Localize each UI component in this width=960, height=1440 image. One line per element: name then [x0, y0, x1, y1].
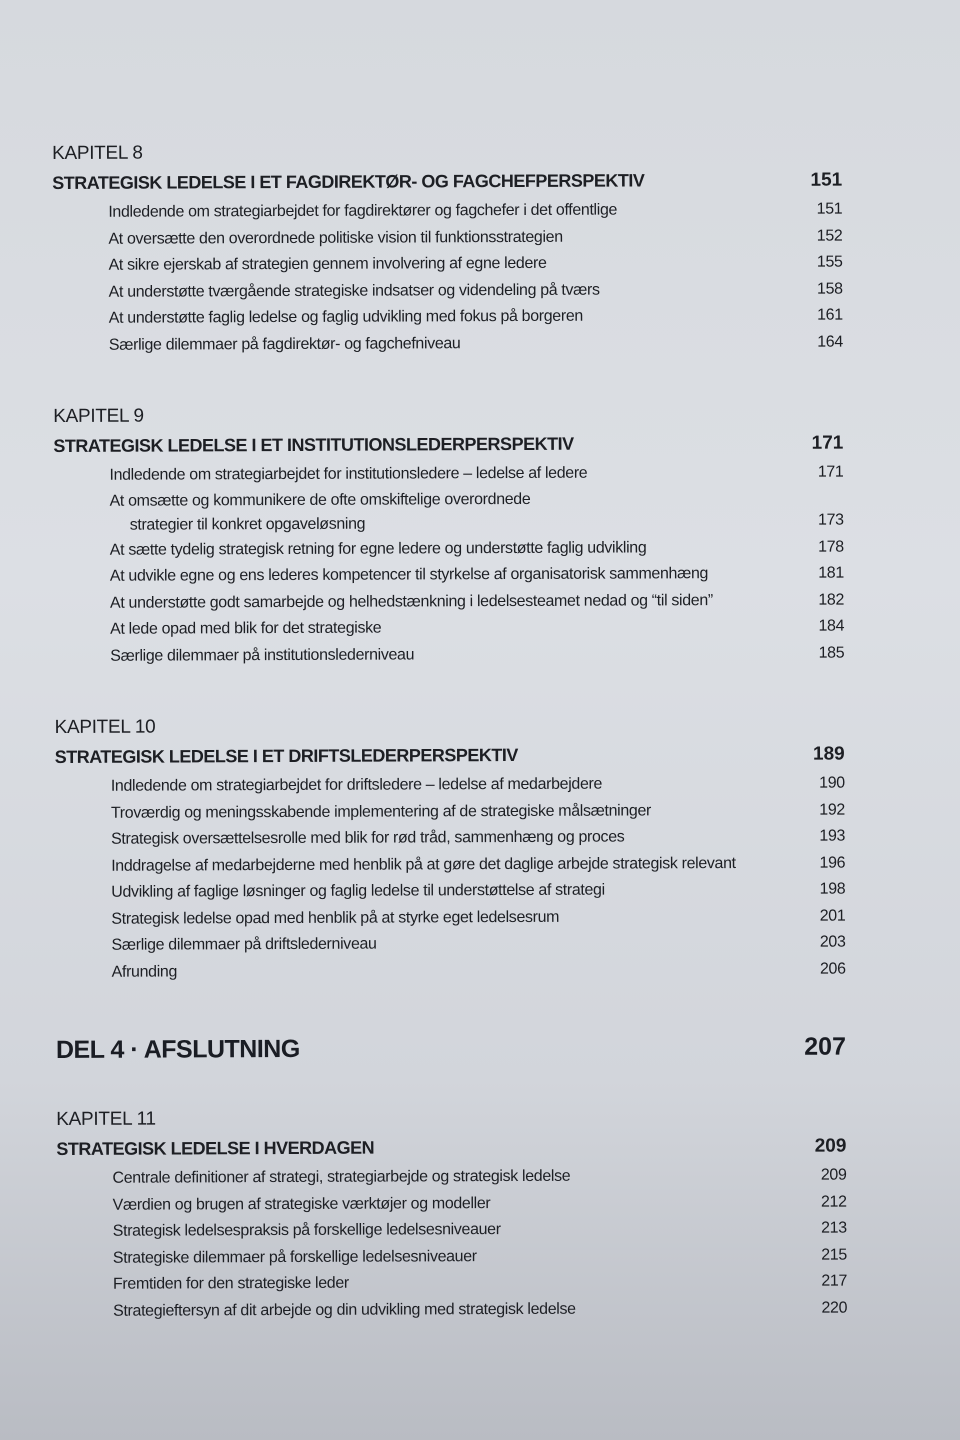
- entry-page: 215: [821, 1246, 847, 1264]
- entry-title: At udvikle egne og ens lederes kompetencer til styrkelse af organisatorisk sammenhæng: [109, 565, 709, 585]
- entry-title: At understøtte tværgående strategiske indsatser og videndeling på tværs: [108, 281, 600, 301]
- chapter-heading: [52, 165, 842, 198]
- entry-title: Indledende om strategiarbejdet for institutionsledere – ledelse af ledere: [109, 464, 588, 484]
- entry-title: Indledende om strategiarbejdet for fagdirektører og fagchefer i det offentlige: [108, 201, 618, 221]
- chapter-number: KAPITEL 9: [53, 405, 144, 427]
- toc-entry: [109, 303, 843, 333]
- chapter-page-number: 209: [814, 1135, 847, 1157]
- entry-page: 220: [821, 1299, 848, 1317]
- chapter-9: [53, 400, 844, 670]
- entry-page: 161: [817, 306, 843, 324]
- chapter-entries: [56, 1163, 847, 1325]
- chapter-heading: [56, 1131, 846, 1164]
- chapter-title: STRATEGISK LEDELSE I ET INSTITUTIONSLEDERPERSPEKTIV: [53, 433, 574, 456]
- entry-page: 152: [816, 227, 843, 245]
- entry-page: 155: [816, 253, 843, 271]
- entry-title: At sætte tydelig strategisk retning for egne ledere og understøtte faglig udvikling: [109, 538, 647, 559]
- entry-page: 196: [819, 854, 846, 872]
- toc-entry: [111, 877, 845, 907]
- part-title: DEL 4 · AFSLUTNING: [55, 1034, 300, 1064]
- entry-title: Særlige dilemmaer på driftslederniveau: [111, 935, 377, 954]
- entry-page: 192: [819, 801, 845, 819]
- toc-entry: [112, 956, 846, 986]
- chapter-entries: [52, 197, 843, 359]
- entry-title: Værdien og brugen af strategiske værktøjer og modeller: [112, 1194, 491, 1214]
- chapter-entries: [53, 460, 844, 670]
- entry-page: 173: [817, 511, 844, 529]
- entry-page: 164: [817, 333, 843, 351]
- chapter-heading: [55, 739, 845, 772]
- entry-page: 193: [819, 827, 846, 845]
- toc-entry: [113, 1242, 847, 1272]
- toc-entry: [110, 587, 844, 617]
- entry-title: Troværdig og meningsskabende implementering af de strategiske målsætninger: [110, 801, 651, 822]
- entry-title: Særlige dilemmaer på institutionslederniveau: [110, 645, 415, 665]
- entry-title: Strategiske dilemmaer på forskellige ledelsesniveauer: [112, 1247, 477, 1267]
- chapter-page-number: 151: [810, 169, 843, 191]
- entry-page: 190: [819, 774, 845, 792]
- entry-title: Fremtiden for den strategiske leder: [112, 1274, 349, 1293]
- toc-entry: [108, 250, 842, 280]
- toc-entry: [113, 1189, 847, 1219]
- entry-page: 151: [816, 200, 843, 218]
- entry-title-line-1: At omsætte og kommunikere de ofte omskiftelige overordnede: [109, 490, 531, 510]
- entry-title-multiline: [110, 486, 770, 537]
- entry-title: Strategieftersyn af dit arbejde og din udvikling med strategisk ledelse: [113, 1300, 576, 1320]
- chapter-title: STRATEGISK LEDELSE I ET DRIFTSLEDERPERSPEKTIV: [54, 744, 518, 767]
- toc-entry: [108, 223, 842, 253]
- toc-entry: [112, 1163, 846, 1193]
- toc-entry: [111, 903, 845, 933]
- entry-title: Strategisk ledelse opad med henblik på at styrke eget ledelsesrum: [111, 908, 560, 928]
- entry-page: 198: [819, 880, 846, 898]
- chapter-number: KAPITEL 8: [52, 142, 143, 164]
- entry-title: Indledende om strategiarbejdet for driftsledere – ledelse af medarbejdere: [110, 775, 603, 795]
- toc-entry: [110, 486, 844, 537]
- entry-page: 185: [818, 644, 845, 662]
- entry-page: 201: [819, 907, 846, 925]
- chapter-number: KAPITEL 11: [56, 1108, 156, 1130]
- entry-title: At understøtte faglig ledelse og faglig udvikling med fokus på borgeren: [108, 307, 583, 327]
- toc-entry: [110, 614, 844, 644]
- entry-title: Afrunding: [111, 962, 178, 981]
- toc-entry: [110, 534, 844, 564]
- entry-title: Strategisk ledelsespraksis på forskellige ledelsesniveauer: [112, 1221, 501, 1240]
- entry-page: 209: [820, 1166, 847, 1184]
- entry-title: At lede opad med blik for det strategiske: [110, 619, 382, 638]
- toc-entry: [111, 797, 845, 827]
- entry-page: 206: [819, 960, 846, 978]
- toc-entry: [109, 460, 843, 490]
- chapter-entries: [55, 771, 846, 986]
- entry-page: 213: [821, 1219, 847, 1237]
- toc-entry: [111, 771, 845, 801]
- entry-title: At understøtte godt samarbejde og helhedstænkning i ledelsesteamet nedad og “til siden”: [109, 591, 713, 612]
- entry-title: Centrale definitioner af strategi, strategiarbejde og strategisk ledelse: [112, 1167, 571, 1187]
- entry-title: At sikre ejerskab af strategien gennem involvering af egne ledere: [108, 254, 547, 274]
- chapter-page-number: 171: [811, 432, 844, 454]
- toc-entry: [109, 276, 843, 306]
- entry-page: 181: [818, 564, 844, 582]
- chapter-11: [56, 1103, 847, 1325]
- entry-title: Strategisk oversættelsesrolle med blik for rød tråd, sammenhæng og proces: [111, 828, 625, 848]
- entry-title: Særlige dilemmaer på fagdirektør- og fagchefniveau: [108, 334, 461, 354]
- toc-entry: [113, 1216, 847, 1246]
- entry-title: Inddragelse af medarbejderne med henblik på at gøre det daglige arbejde strategisk relevant: [111, 854, 736, 875]
- entry-page: 203: [819, 933, 846, 951]
- chapter-heading: [53, 428, 843, 461]
- toc-entry: [113, 1295, 847, 1325]
- entry-page: 184: [818, 617, 845, 635]
- toc-entry: [110, 640, 844, 670]
- table-of-contents: [52, 137, 847, 1325]
- chapter-title: STRATEGISK LEDELSE I HVERDAGEN: [56, 1137, 375, 1159]
- part-page-number: 207: [804, 1032, 847, 1061]
- toc-entry: [111, 930, 845, 960]
- toc-entry: [109, 329, 843, 359]
- toc-entry: [108, 197, 842, 227]
- entry-page: 182: [818, 591, 845, 609]
- chapter-8: [52, 137, 843, 359]
- chapter-title: STRATEGISK LEDELSE I ET FAGDIREKTØR- OG FAGCHEFPERSPEKTIV: [52, 170, 645, 193]
- chapter-10: [55, 711, 846, 986]
- toc-entry: [113, 1269, 847, 1299]
- entry-page: 178: [818, 538, 844, 556]
- part-heading: [56, 1027, 846, 1070]
- entry-page: 217: [821, 1272, 848, 1290]
- entry-title-line-2: strategier til konkret opgaveløsning: [129, 515, 366, 534]
- entry-page: 171: [817, 463, 844, 481]
- toc-entry: [110, 561, 844, 591]
- entry-page: 212: [820, 1193, 847, 1211]
- chapter-page-number: 189: [812, 743, 845, 765]
- entry-title: At oversætte den overordnede politiske vision til funktionsstrategien: [108, 228, 563, 248]
- toc-entry: [111, 824, 845, 854]
- entry-title: Udvikling af faglige løsninger og faglig ledelse til understøttelse af strategi: [111, 881, 605, 901]
- toc-entry: [111, 850, 845, 880]
- entry-page: 158: [816, 280, 843, 298]
- chapter-number: KAPITEL 10: [54, 716, 156, 738]
